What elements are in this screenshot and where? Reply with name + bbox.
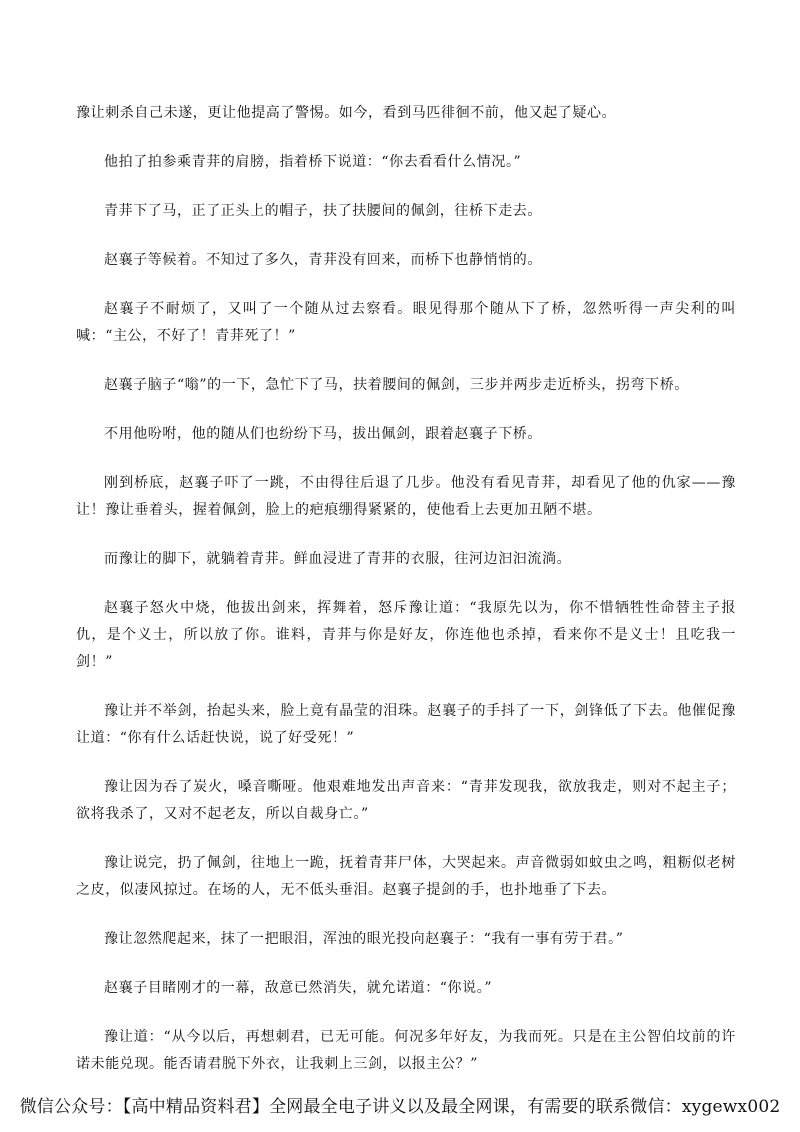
paragraph-10: 赵襄子怒火中烧，他拔出剑来，挥舞着，怒斥豫让道：“我原先以为，你不惜牺牲性命替主子报仇，是个义士，所以放了你。谁料，青荓与你是好友，你连他也杀掉，看来你不是义士！且吃我一剑！” xyxy=(76,600,736,670)
paragraph-4: 赵襄子等候着。不知过了多久，青荓没有回来，而桥下也静悄悄的。 xyxy=(104,252,542,268)
paragraph-8: 刚到桥底，赵襄子吓了一跳，不由得往后退了几步。他没有看见青荓，却看见了他的仇家——豫让！豫让垂着头，握着佩剑，脸上的疤痕绷得紧紧的，使他看上去更加丑陋不堪。 xyxy=(76,475,736,518)
paragraph-12: 豫让因为吞了炭火，嗓音嘶哑。他艰难地发出声音来：“青荓发现我，欲放我走，则对不起主子；欲将我杀了，又对不起老友，所以自裁身亡。” xyxy=(76,779,736,822)
paragraph-16: 豫让道：“从今以后，再想刺君，已无可能。何况多年好友，为我而死。只是在主公智伯坟前的许诺未能兑现。能否请君脱下外衣，让我刺上三剑，以报主公？” xyxy=(76,1029,736,1072)
paragraph-3: 青荓下了马，正了正头上的帽子，扶了扶腰间的佩剑，往桥下走去。 xyxy=(104,203,542,219)
paragraph-13: 豫让说完，扔了佩剑，往地上一跪，抚着青荓尸体，大哭起来。声音微弱如蚊虫之鸣，粗粝似老树之皮，似凄风掠过。在场的人，无不低头垂泪。赵襄子提剑的手，也扑地垂了下去。 xyxy=(76,855,736,898)
paragraph-2: 他拍了拍参乘青荓的肩膀，指着桥下说道：“你去看看什么情况。” xyxy=(104,154,522,170)
paragraph-9: 而豫让的脚下，就躺着青荓。鲜血浸进了青荓的衣服，往河边汩汩流淌。 xyxy=(104,551,572,567)
paragraph-11: 豫让并不举剑，抬起头来，脸上竟有晶莹的泪珠。赵襄子的手抖了一下，剑锋低了下去。他催促豫让道：“你有什么话赶快说，说了好受死！” xyxy=(76,703,736,746)
paragraph-15: 赵襄子目睹刚才的一幕，敌意已然消失，就允诺道：“你说。” xyxy=(104,980,493,996)
paragraph-7: 不用他吩咐，他的随从们也纷纷下马，拔出佩剑，跟着赵襄子下桥。 xyxy=(104,426,542,442)
story-body xyxy=(76,100,736,1100)
paragraph-1: 豫让刺杀自己未遂，更让他提高了警惕。如今，看到马匹徘徊不前，他又起了疑心。 xyxy=(76,105,617,121)
paragraph-5: 赵襄子不耐烦了，又叫了一个随从过去察看。眼见得那个随从下了桥，忽然听得一声尖利的叫喊：“主公，不好了！青荓死了！” xyxy=(76,301,736,344)
paragraph-14: 豫让忽然爬起来，抹了一把眼泪，浑浊的眼光投向赵襄子：“我有一事有劳于君。” xyxy=(104,931,624,947)
footer-watermark-text: 微信公众号：【高中精品资料君】全网最全电子讲义以及最全网课，有需要的联系微信：xygewx002 xyxy=(19,1097,781,1117)
paragraph-6: 赵襄子脑子“嗡”的一下，急忙下了马，扶着腰间的佩剑，三步并两步走近桥头，拐弯下桥。 xyxy=(104,377,689,393)
